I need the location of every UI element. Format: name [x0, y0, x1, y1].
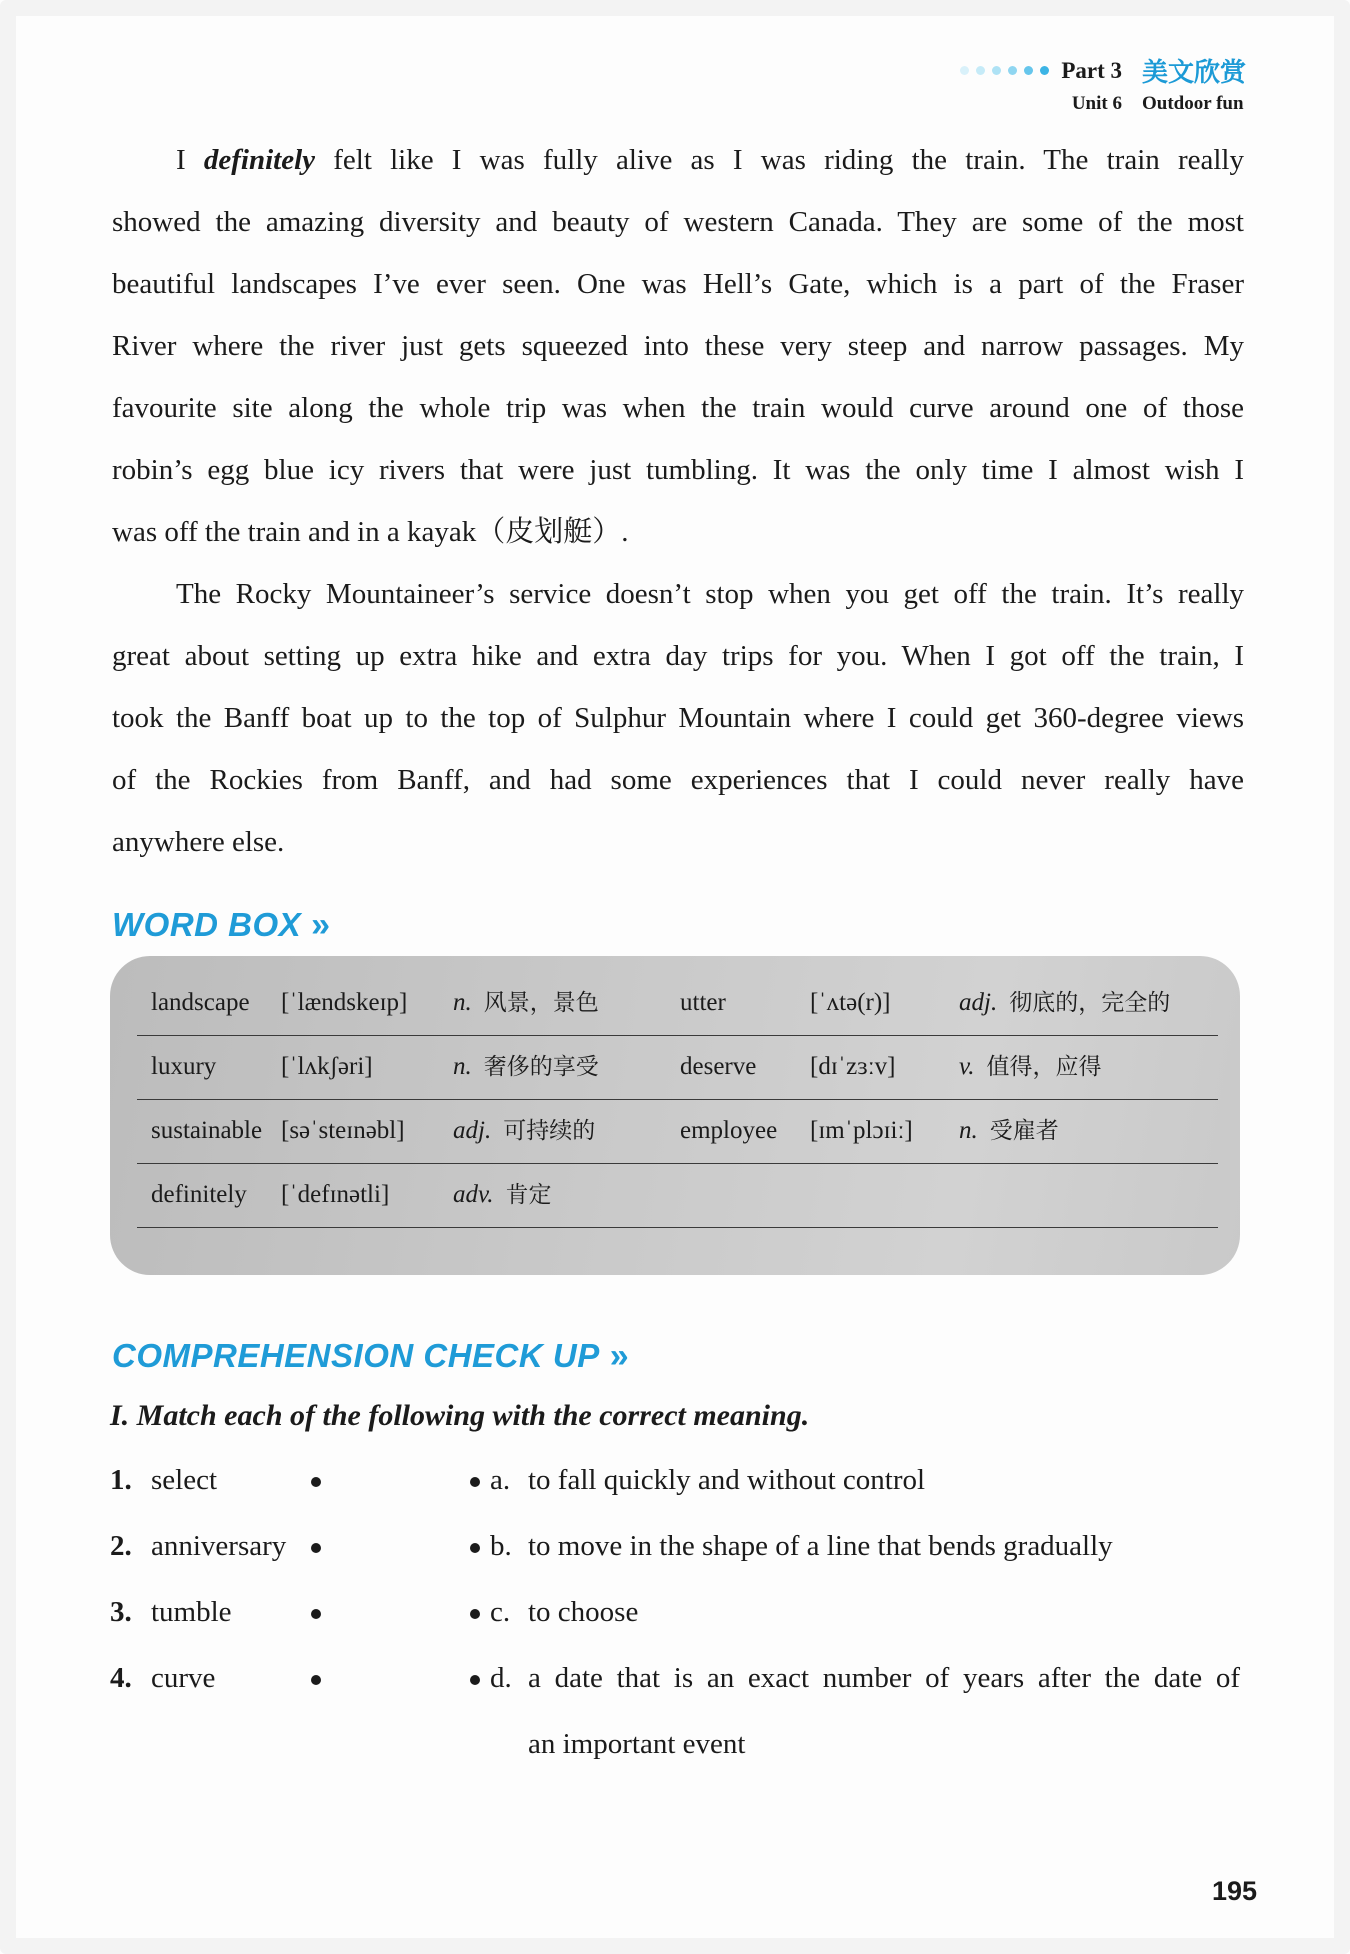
match-row-continued: [0, 1711, 1350, 1777]
article-line: took the Banff boat up to the top of Sulphur Mountain where I could get 360-degree views: [112, 702, 1244, 734]
match-dot-right: [470, 1675, 480, 1685]
option-text: to move in the shape of a line that bends gradually: [528, 1530, 1113, 1562]
match-dot-right: [470, 1477, 480, 1487]
vocab-word: definitely: [151, 1181, 247, 1208]
part-label: [960, 58, 1122, 84]
part-of-speech: adj.: [453, 1117, 492, 1144]
vocab-meaning: 风景，景色: [483, 990, 599, 1016]
vocab-word: landscape: [151, 989, 250, 1016]
vocab-definition: [453, 1036, 599, 1098]
vocab-definition: [959, 1036, 1102, 1098]
article-line: [112, 129, 1244, 191]
vocab-meaning: 肯定: [505, 1182, 552, 1208]
article-line: of the Rockies from Banff, and had some experiences that I could never really have: [112, 764, 1244, 796]
text-run: felt like I was fully alive as I was riding the train. The train really: [315, 144, 1244, 176]
item-word: tumble: [151, 1596, 232, 1628]
option-letter: b.: [490, 1530, 512, 1562]
vocab-definition: [959, 972, 1170, 1034]
vocab-phonetic: [səˈsteɪnəbl]: [281, 1117, 405, 1144]
text-run: I: [176, 144, 204, 176]
part-of-speech: v.: [959, 1053, 975, 1080]
word-box-heading: [112, 903, 331, 947]
match-row: [0, 1447, 1350, 1513]
part-of-speech: n.: [453, 989, 472, 1016]
article-body: [112, 129, 1244, 873]
word-box-title: WORD BOX: [112, 906, 302, 943]
vocab-meaning: 受雇者: [989, 1118, 1059, 1144]
word-box-row: [137, 1164, 1218, 1228]
vocab-definition: [959, 1100, 1059, 1162]
option-text: a date that is an exact number of years after the date of: [528, 1662, 1240, 1694]
option-letter: c.: [490, 1596, 511, 1628]
page-header: [960, 52, 1246, 115]
vocab-meaning: 彻底的，完全的: [1009, 990, 1171, 1016]
page-number: 195: [1212, 1876, 1258, 1906]
vocab-word: employee: [680, 1117, 778, 1144]
article-line: The Rocky Mountaineer’s service doesn’t stop when you get off the train. It’s really: [176, 578, 1244, 610]
match-dot-left: [311, 1543, 321, 1553]
vocab-word: luxury: [151, 1053, 217, 1080]
word-box-row: [137, 972, 1218, 1036]
vocab-phonetic: [ˈʌtə(r)]: [810, 989, 891, 1016]
part-of-speech: n.: [453, 1053, 472, 1080]
article-line: River where the river just gets squeezed into these very steep and narrow passages. My: [112, 330, 1244, 362]
item-word: curve: [151, 1662, 216, 1694]
exercise-instruction: I. Match each of the following with the correct meaning.: [110, 1399, 810, 1432]
vocab-phonetic: [ɪmˈplɔɪiː]: [810, 1117, 913, 1144]
comprehension-title: COMPREHENSION CHECK UP: [112, 1337, 600, 1374]
vocab-meaning: 值得，应得: [986, 1054, 1102, 1080]
vocab-phonetic: [ˈlændskeɪp]: [281, 989, 408, 1016]
double-chevron-icon: »: [609, 1337, 630, 1375]
vocab-meaning: 奢侈的享受: [483, 1054, 599, 1080]
word-box-table: [137, 972, 1218, 1228]
option-text: to choose: [528, 1596, 639, 1628]
vocab-meaning: 可持续的: [503, 1118, 596, 1144]
match-dot-left: [311, 1609, 321, 1619]
article-line: favourite site along the whole trip was when the train would curve around one of those: [112, 392, 1244, 424]
vocab-phonetic: [dɪˈzɜːv]: [810, 1053, 896, 1080]
vocab-phonetic: [ˈlʌkʃəri]: [281, 1053, 373, 1080]
match-dot-right: [470, 1609, 480, 1619]
item-number: 2.: [110, 1530, 132, 1562]
option-text-continued: an important event: [528, 1728, 746, 1760]
vocab-definition: [453, 972, 599, 1034]
option-letter: a.: [490, 1464, 511, 1496]
vocab-definition: [453, 1100, 595, 1162]
article-line: showed the amazing diversity and beauty of western Canada. They are some of the most: [112, 206, 1244, 238]
vocab-word: sustainable: [151, 1117, 263, 1144]
part-of-speech: n.: [959, 1117, 978, 1144]
item-number: 4.: [110, 1662, 132, 1694]
decorative-dots-icon: [960, 66, 1049, 75]
item-number: 3.: [110, 1596, 132, 1628]
match-dot-right: [470, 1543, 480, 1553]
part-of-speech: adv.: [453, 1181, 494, 1208]
article-line: anywhere else.: [112, 826, 285, 858]
word-box: [110, 956, 1240, 1275]
option-letter: d.: [490, 1662, 512, 1694]
article-line: was off the train and in a kayak（皮划艇）.: [112, 516, 629, 548]
article-line: great about setting up extra hike and extra day trips for you. When I got off the train, I: [112, 640, 1244, 672]
article-line: robin’s egg blue icy rivers that were just tumbling. It was the only time I almost wish I: [112, 454, 1244, 486]
double-chevron-icon: »: [311, 906, 331, 944]
part-of-speech: adj.: [959, 989, 998, 1016]
match-row: [0, 1579, 1350, 1645]
unit-title: Outdoor fun: [1141, 93, 1244, 114]
vocab-word: utter: [680, 989, 726, 1016]
part-number: Part 3: [1061, 57, 1122, 83]
word-box-row: [137, 1036, 1218, 1100]
match-row: [0, 1513, 1350, 1579]
item-number: 1.: [110, 1464, 132, 1496]
option-text: to fall quickly and without control: [528, 1464, 926, 1496]
unit-number: Unit 6: [1071, 93, 1122, 114]
match-row: [0, 1645, 1350, 1711]
vocab-phonetic: [ˈdefɪnətli]: [281, 1181, 390, 1208]
part-title: 美文欣赏: [1141, 58, 1246, 88]
comprehension-heading: [112, 1334, 629, 1378]
item-word: select: [151, 1464, 218, 1496]
vocab-definition: [453, 1164, 552, 1226]
word-box-row: [137, 1100, 1218, 1164]
match-dot-left: [311, 1477, 321, 1487]
matching-exercise: [0, 1447, 1350, 1777]
article-line: beautiful landscapes I’ve ever seen. One was Hell’s Gate, which is a part of the Fraser: [112, 268, 1244, 300]
item-word: anniversary: [151, 1530, 287, 1562]
emphasized-word: definitely: [203, 144, 316, 176]
vocab-word: deserve: [680, 1053, 757, 1080]
match-dot-left: [311, 1675, 321, 1685]
